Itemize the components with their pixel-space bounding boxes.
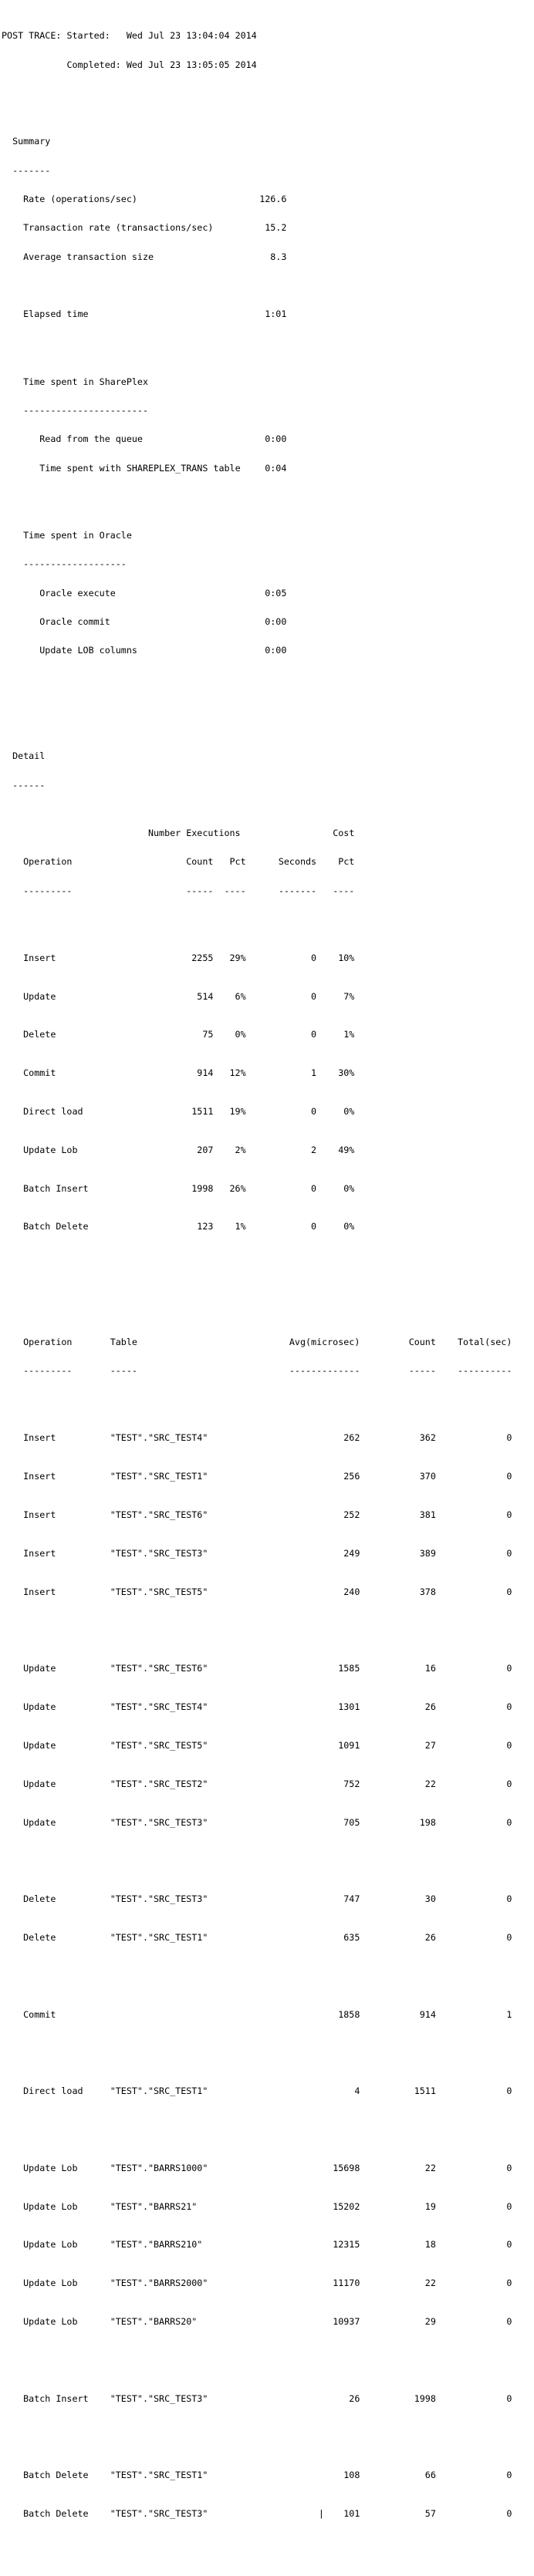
table-column-header: Table <box>110 1336 137 1347</box>
update-lob-columns-value: 0:00 <box>265 645 287 656</box>
detail-title: Detail <box>12 750 46 762</box>
operation-cell: Update <box>23 1663 56 1674</box>
operations-table-row <box>2 1068 534 1077</box>
seconds-column-header: Seconds <box>278 856 317 868</box>
avg-microsec-cell: 101 <box>343 2508 360 2520</box>
total-sec-cell: 1 <box>506 2008 512 2020</box>
table-name-cell: "TEST"."SRC_TEST3" <box>110 1893 208 1905</box>
total-sec-cell: 0 <box>506 1701 512 1713</box>
count-cell: 1998 <box>191 1182 214 1194</box>
by-table-row <box>2 2010 534 2019</box>
total-sec-cell: 0 <box>506 2200 512 2212</box>
avg-transaction-size-value: 8.3 <box>270 251 287 262</box>
avg-microsec-cell: 26 <box>349 2392 360 2404</box>
cost-pct-cell: 49% <box>338 1144 355 1155</box>
cost-pct-cell: 30% <box>338 1067 355 1079</box>
seconds-cell: 0 <box>311 1029 317 1040</box>
count-column-header: Count <box>186 856 214 868</box>
by-table-row <box>2 2163 534 2173</box>
count-cell: 370 <box>419 1471 436 1482</box>
count-column-header: Count <box>408 1336 436 1347</box>
count-cell: 1511 <box>191 1106 214 1118</box>
transaction-rate-value: 15.2 <box>265 222 287 234</box>
avg-transaction-size-label: Average transaction size <box>23 251 154 262</box>
table-name-cell: "TEST"."SRC_TEST2" <box>110 1778 208 1789</box>
pct-cell: 0% <box>235 1029 246 1040</box>
table-name-cell: "TEST"."BARRS210" <box>110 2239 203 2251</box>
total-sec-cell: 0 <box>506 2316 512 2328</box>
operation-cell: Insert <box>23 1432 56 1444</box>
count-rule: ----- <box>408 1365 436 1377</box>
operation-cell: Insert <box>23 1509 56 1521</box>
transaction-rate-row <box>2 223 534 232</box>
operation-cell: Batch Insert <box>23 2392 89 2404</box>
count-cell: 378 <box>419 1586 436 1597</box>
table-name-cell: "TEST"."SRC_TEST3" <box>110 1547 208 1559</box>
elapsed-time-label: Elapsed time <box>23 309 89 320</box>
avg-transaction-size-row <box>2 252 534 261</box>
operation-cell: Batch Delete <box>23 2508 89 2520</box>
avg-microsec-cell: 4 <box>354 2085 360 2097</box>
cost-pct-cell: 0% <box>343 1221 355 1232</box>
commit-rows-group <box>2 1991 534 2038</box>
count-cell: 1511 <box>414 2085 436 2097</box>
cost-pct-cell: 0% <box>343 1182 355 1194</box>
operation-cell: Commit <box>23 1067 56 1079</box>
table-name-cell: "TEST"."SRC_TEST4" <box>110 1701 208 1713</box>
seconds-cell: 0 <box>311 1221 317 1232</box>
oracle-execute-row <box>2 588 534 598</box>
shareplex-section-title: Time spent in SharePlex <box>23 376 148 387</box>
count-cell: 30 <box>424 1893 436 1905</box>
avg-microsec-cell: 262 <box>343 1432 360 1444</box>
operation-cell: Insert <box>23 1471 56 1482</box>
pct-cell: 26% <box>229 1182 246 1194</box>
total-sec-cell: 0 <box>506 1509 512 1521</box>
avg-microsec-cell: 1858 <box>338 2008 360 2020</box>
summary-title: Summary <box>12 136 51 147</box>
text-cursor: | <box>318 2508 324 2520</box>
oracle-section-underline: ------------------- <box>23 558 127 570</box>
cost-pct-cell: 10% <box>338 952 355 963</box>
operation-cell: Batch Insert <box>23 1182 89 1194</box>
read-queue-value: 0:00 <box>265 433 287 445</box>
total-sec-cell: 0 <box>506 1931 512 1943</box>
pct-cell: 12% <box>229 1067 246 1079</box>
total-sec-cell: 0 <box>506 2085 512 2097</box>
number-executions-header: Number Executions <box>147 827 241 838</box>
seconds-cell: 0 <box>311 1182 317 1194</box>
avg-microsec-cell: 240 <box>343 1586 360 1597</box>
total-sec-column-header: Total(sec) <box>458 1336 512 1347</box>
avg-microsec-cell: 1301 <box>338 1701 360 1713</box>
count-cell: 198 <box>419 1816 436 1828</box>
count-cell: 27 <box>424 1739 436 1751</box>
operation-cell: Update <box>23 1816 56 1828</box>
avg-microsec-cell: 635 <box>343 1931 360 1943</box>
avg-microsec-cell: 252 <box>343 1509 360 1521</box>
operation-cell: Batch Delete <box>23 1221 89 1232</box>
count-cell: 914 <box>419 2008 436 2020</box>
oracle-execute-value: 0:05 <box>265 587 287 598</box>
by-table-column-headers <box>2 1337 534 1347</box>
count-cell: 389 <box>419 1547 436 1559</box>
seconds-cell: 2 <box>311 1144 317 1155</box>
pct-cell: 2% <box>235 1144 246 1155</box>
by-table-row <box>2 1433 534 1442</box>
by-table-row <box>2 2278 534 2288</box>
count-cell: 29 <box>424 2316 436 2328</box>
oracle-section-title: Time spent in Oracle <box>23 529 132 541</box>
rate-label: Rate (operations/sec) <box>23 194 137 205</box>
by-table-row <box>2 1818 534 1827</box>
pct-cell: 6% <box>235 990 246 1002</box>
count-cell: 26 <box>424 1701 436 1713</box>
avg-microsec-cell: 15698 <box>333 2162 360 2173</box>
avg-microsec-cell: 108 <box>343 2470 360 2481</box>
trace-completed-line: Completed: Wed Jul 23 13:05:05 2014 <box>2 59 257 70</box>
avg-microsec-cell: 11170 <box>333 2278 360 2289</box>
cost-header: Cost <box>333 827 355 838</box>
seconds-cell: 1 <box>311 1067 317 1079</box>
avg-microsec-cell: 705 <box>343 1816 360 1828</box>
count-cell: 26 <box>424 1931 436 1943</box>
table-rule: ----- <box>110 1365 137 1377</box>
table-name-cell: "TEST"."SRC_TEST3" <box>110 2508 208 2520</box>
by-table-row <box>2 2470 534 2480</box>
by-table-row <box>2 1894 534 1903</box>
avg-microsec-cell: 1091 <box>338 1739 360 1751</box>
by-table-row <box>2 1549 534 1558</box>
table-name-cell: "TEST"."SRC_TEST1" <box>110 2085 208 2097</box>
count-cell: 207 <box>197 1144 214 1155</box>
total-sec-cell: 0 <box>506 1432 512 1444</box>
table-name-cell <box>110 2010 219 2019</box>
operations-table-header-rule <box>2 886 534 895</box>
total-sec-cell: 0 <box>506 1586 512 1597</box>
total-sec-cell: 0 <box>506 1471 512 1482</box>
by-table-row <box>2 1779 534 1789</box>
table-name-cell: "TEST"."SRC_TEST1" <box>110 2470 208 2481</box>
read-queue-label: Read from the queue <box>39 433 143 445</box>
operation-cell: Update Lob <box>23 2200 78 2212</box>
count-rule: ----- <box>186 885 214 896</box>
batch-delete-rows-group <box>2 2451 534 2537</box>
operations-table-row <box>2 1184 534 1193</box>
by-table-row <box>2 1472 534 1481</box>
count-cell: 57 <box>424 2508 436 2520</box>
table-name-cell: "TEST"."SRC_TEST4" <box>110 1432 208 1444</box>
operation-rule: --------- <box>23 885 73 896</box>
avg-microsec-cell: 249 <box>343 1547 360 1559</box>
operation-cell: Update <box>23 1701 56 1713</box>
operations-table-row <box>2 953 534 963</box>
table-name-cell: "TEST"."SRC_TEST6" <box>110 1509 208 1521</box>
seconds-cell: 0 <box>311 1106 317 1118</box>
total-sec-cell: 0 <box>506 1739 512 1751</box>
count-cell: 22 <box>424 1778 436 1789</box>
blank-line <box>2 703 534 713</box>
count-cell: 2255 <box>191 952 214 963</box>
blank-line <box>2 1290 534 1299</box>
blank-line <box>2 339 534 348</box>
count-cell: 19 <box>424 2200 436 2212</box>
operation-cell: Commit <box>23 2008 56 2020</box>
total-sec-cell: 0 <box>506 1778 512 1789</box>
table-name-cell: "TEST"."SRC_TEST6" <box>110 1663 208 1674</box>
rate-row <box>2 194 534 204</box>
trans-table-row <box>2 464 534 473</box>
table-name-cell: "TEST"."BARRS20" <box>110 2316 198 2328</box>
shareplex-section-underline: ----------------------- <box>23 404 148 416</box>
total-sec-cell: 0 <box>506 1547 512 1559</box>
operation-cell: Insert <box>23 1547 56 1559</box>
operation-cell: Batch Delete <box>23 2470 89 2481</box>
by-table-row <box>2 1510 534 1519</box>
cost-pct-column-header: Pct <box>338 856 355 868</box>
avg-microsec-cell: 10937 <box>333 2316 360 2328</box>
table-name-cell: "TEST"."SRC_TEST5" <box>110 1739 208 1751</box>
count-cell: 66 <box>424 2470 436 2481</box>
by-table-row <box>2 1664 534 1673</box>
table-name-cell: "TEST"."SRC_TEST1" <box>110 1931 208 1943</box>
operation-cell: Update Lob <box>23 2278 78 2289</box>
read-queue-row <box>2 434 534 443</box>
blank-line <box>2 675 534 684</box>
avg-microsec-cell: 12315 <box>333 2239 360 2251</box>
operations-table-group-header <box>2 828 534 838</box>
table-name-cell: "TEST"."SRC_TEST3" <box>110 1816 208 1828</box>
by-table-row <box>2 2240 534 2249</box>
total-sec-cell: 0 <box>506 1816 512 1828</box>
table-name-cell: "TEST"."BARRS1000" <box>110 2162 208 2173</box>
operations-table-row <box>2 1030 534 1039</box>
elapsed-time-value: 1:01 <box>265 309 287 320</box>
operation-cell: Update Lob <box>23 2162 78 2173</box>
by-table-row <box>2 1587 534 1597</box>
pct-cell: 1% <box>235 1221 246 1232</box>
transaction-rate-label: Transaction rate (transactions/sec) <box>23 222 214 234</box>
avg-microsec-cell: 256 <box>343 1471 360 1482</box>
avg-microsec-cell: 1585 <box>338 1663 360 1674</box>
trans-table-value: 0:04 <box>265 462 287 474</box>
trans-table-label: Time spent with SHAREPLEX_TRANS table <box>39 462 241 474</box>
total-sec-cell: 0 <box>506 1663 512 1674</box>
blank-line <box>2 89 534 98</box>
table-name-cell: "TEST"."BARRS2000" <box>110 2278 208 2289</box>
total-sec-cell: 0 <box>506 2470 512 2481</box>
total-sec-cell: 0 <box>506 2239 512 2251</box>
by-table-row <box>2 2317 534 2326</box>
operation-cell: Update <box>23 990 56 1002</box>
cost-pct-rule: ---- <box>333 885 355 896</box>
seconds-rule: ------- <box>278 885 317 896</box>
operations-table-row <box>2 1222 534 1231</box>
oracle-commit-value: 0:00 <box>265 615 287 627</box>
by-table-row <box>2 2086 534 2096</box>
table-name-cell: "TEST"."SRC_TEST5" <box>110 1586 208 1597</box>
detail-underline: ------ <box>12 779 46 791</box>
total-rule: ---------- <box>458 1365 512 1377</box>
count-cell: 22 <box>424 2162 436 2173</box>
delete-rows-group <box>2 1875 534 1961</box>
count-cell: 16 <box>424 1663 436 1674</box>
operation-cell: Update Lob <box>23 2239 78 2251</box>
avg-microsec-column-header: Avg(microsec) <box>289 1336 360 1347</box>
count-cell: 75 <box>202 1029 214 1040</box>
count-cell: 18 <box>424 2239 436 2251</box>
update-lob-columns-label: Update LOB columns <box>39 645 137 656</box>
operation-cell: Update Lob <box>23 2316 78 2328</box>
operation-cell: Insert <box>23 952 56 963</box>
by-table-row <box>2 1933 534 1942</box>
pct-rule: ---- <box>224 885 246 896</box>
seconds-cell: 0 <box>311 952 317 963</box>
operation-cell: Delete <box>23 1029 56 1040</box>
blank-line <box>2 492 534 501</box>
operations-table-row <box>2 1145 534 1155</box>
cost-pct-cell: 7% <box>343 990 355 1002</box>
count-cell: 123 <box>197 1221 214 1232</box>
update-lob-columns-row <box>2 646 534 655</box>
operation-cell: Delete <box>23 1931 56 1943</box>
count-cell: 362 <box>419 1432 436 1444</box>
trace-started-line: POST TRACE: Started: Wed Jul 23 13:04:04 2014 <box>2 30 257 42</box>
operation-cell: Update Lob <box>23 1144 78 1155</box>
pct-cell: 29% <box>229 952 246 963</box>
operations-table-column-headers <box>2 857 534 866</box>
rate-value: 126.6 <box>259 194 287 205</box>
by-table-row <box>2 2202 534 2211</box>
by-table-row <box>2 1702 534 1711</box>
by-table-row <box>2 1741 534 1750</box>
blank-line <box>2 281 534 290</box>
operation-column-header: Operation <box>23 1336 73 1347</box>
operation-cell: Delete <box>23 1893 56 1905</box>
count-cell: 381 <box>419 1509 436 1521</box>
operation-cell: Update <box>23 1778 56 1789</box>
total-sec-cell: 0 <box>506 1893 512 1905</box>
operation-cell: Direct load <box>23 1106 83 1118</box>
update-lob-rows-group <box>2 2144 534 2346</box>
avg-microsec-cell: 752 <box>343 1778 360 1789</box>
total-sec-cell: 0 <box>506 2392 512 2404</box>
cost-pct-cell: 1% <box>343 1029 355 1040</box>
avg-microsec-cell: 747 <box>343 1893 360 1905</box>
operation-rule: --------- <box>23 1365 73 1377</box>
direct-load-rows-group <box>2 2067 534 2115</box>
operation-cell: Insert <box>23 1586 56 1597</box>
batch-insert-rows-group <box>2 2375 534 2423</box>
oracle-commit-label: Oracle commit <box>39 615 110 627</box>
avg-microsec-cell: 15202 <box>333 2200 360 2212</box>
update-rows-group <box>2 1644 534 1846</box>
pct-column-header: Pct <box>229 856 246 868</box>
count-cell: 22 <box>424 2278 436 2289</box>
total-sec-cell: 0 <box>506 2278 512 2289</box>
operations-table-body <box>2 934 534 1251</box>
summary-underline: ------- <box>12 164 51 176</box>
pct-cell: 19% <box>229 1106 246 1118</box>
by-table-header-rule <box>2 1366 534 1375</box>
table-name-cell: "TEST"."SRC_TEST3" <box>110 2392 208 2404</box>
count-cell: 1998 <box>414 2392 436 2404</box>
by-table-row <box>2 2509 534 2518</box>
elapsed-time-row <box>2 309 534 319</box>
avg-rule: ------------- <box>289 1365 360 1377</box>
operations-table-row <box>2 1107 534 1116</box>
operations-table-row <box>2 992 534 1001</box>
table-name-cell: "TEST"."BARRS21" <box>110 2200 198 2212</box>
insert-rows-group <box>2 1414 534 1617</box>
operation-cell: Direct load <box>23 2085 83 2097</box>
seconds-cell: 0 <box>311 990 317 1002</box>
total-sec-cell: 0 <box>506 2508 512 2520</box>
table-name-cell: "TEST"."SRC_TEST1" <box>110 1471 208 1482</box>
total-sec-cell: 0 <box>506 2162 512 2173</box>
by-table-row <box>2 2394 534 2403</box>
oracle-execute-label: Oracle execute <box>39 587 116 598</box>
count-cell: 514 <box>197 990 214 1002</box>
operation-column-header: Operation <box>23 856 73 868</box>
cost-pct-cell: 0% <box>343 1106 355 1118</box>
count-cell: 914 <box>197 1067 214 1079</box>
oracle-commit-row <box>2 617 534 626</box>
operation-cell: Update <box>23 1739 56 1751</box>
